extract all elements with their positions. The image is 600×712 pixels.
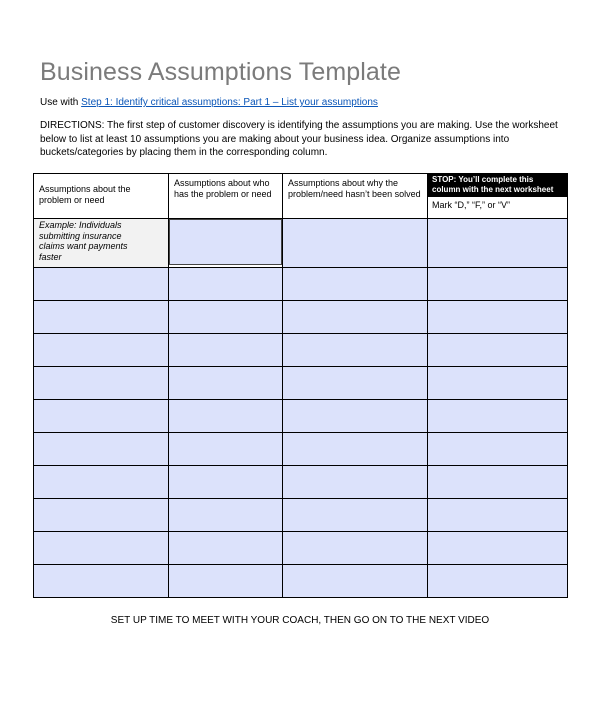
mark-instruction: Mark “D,” “F,” or “V” [432, 200, 510, 210]
table-row [34, 268, 568, 301]
input-cell[interactable] [428, 334, 568, 367]
input-cell[interactable] [169, 466, 283, 499]
input-cell[interactable] [34, 400, 169, 433]
input-cell[interactable] [428, 433, 568, 466]
input-cell[interactable] [34, 334, 169, 367]
use-with-prefix: Use with [40, 97, 82, 108]
input-cell[interactable] [34, 499, 169, 532]
input-cell[interactable] [428, 532, 568, 565]
example-row [34, 219, 568, 268]
input-cell[interactable] [283, 433, 428, 466]
input-cell[interactable] [34, 532, 169, 565]
input-cell[interactable] [283, 400, 428, 433]
input-cell[interactable] [283, 301, 428, 334]
stop-banner: STOP: You’ll complete this column with the next worksheet [428, 174, 567, 197]
input-cell[interactable] [283, 334, 428, 367]
input-cell[interactable] [283, 532, 428, 565]
header-stop-column [428, 174, 568, 219]
table-row [34, 400, 568, 433]
example-cell: Example: Individuals submitting insurance claims want payments faster [34, 219, 169, 268]
input-cell[interactable] [169, 400, 283, 433]
table-header-row [34, 174, 568, 219]
table-row [34, 466, 568, 499]
input-cell[interactable] [34, 367, 169, 400]
input-cell[interactable] [169, 367, 283, 400]
directions-text: DIRECTIONS: The first step of customer discovery is identifying the assumptions you are making. Use the worksheet below to list at least 10 assumptions you are making about your business idea. Organize assumptions into buckets/categories by placing them in the corresponding column. [40, 120, 558, 158]
input-cell[interactable] [428, 219, 568, 268]
input-cell[interactable] [34, 433, 169, 466]
header-who-has-problem: Assumptions about who has the problem or need [169, 174, 283, 219]
assumptions-table [33, 173, 568, 598]
table-row [34, 433, 568, 466]
input-cell[interactable] [428, 301, 568, 334]
input-cell[interactable] [283, 367, 428, 400]
step-1-link[interactable]: Step 1: Identify critical assumptions: Part 1 – List your assumptions [81, 97, 378, 108]
table-row [34, 565, 568, 598]
input-cell[interactable] [169, 301, 283, 334]
input-cell[interactable] [169, 565, 283, 598]
input-cell[interactable] [428, 367, 568, 400]
input-cell[interactable] [283, 219, 428, 268]
input-cell[interactable] [169, 532, 283, 565]
footer-instruction: SET UP TIME TO MEET WITH YOUR COACH, THEN GO ON TO THE NEXT VIDEO [110, 615, 490, 626]
input-cell[interactable] [283, 565, 428, 598]
input-cell[interactable] [283, 499, 428, 532]
input-cell[interactable] [34, 565, 169, 598]
input-cell[interactable] [169, 499, 283, 532]
table-row [34, 301, 568, 334]
use-with-line [40, 97, 378, 108]
input-cell[interactable] [428, 466, 568, 499]
header-problem-or-need: Assumptions about the problem or need [34, 174, 169, 219]
input-cell[interactable] [34, 466, 169, 499]
input-cell[interactable] [283, 268, 428, 301]
input-cell[interactable] [428, 565, 568, 598]
input-cell[interactable] [428, 400, 568, 433]
table-row [34, 532, 568, 565]
input-cell[interactable] [428, 268, 568, 301]
input-cell[interactable] [34, 301, 169, 334]
page-title: Business Assumptions Template [40, 58, 401, 86]
input-cell[interactable] [169, 219, 283, 268]
table-row [34, 367, 568, 400]
header-why-not-solved: Assumptions about why the problem/need hasn’t been solved [283, 174, 428, 219]
input-cell[interactable] [169, 268, 283, 301]
input-cell[interactable] [169, 433, 283, 466]
input-cell[interactable] [428, 499, 568, 532]
table-row [34, 499, 568, 532]
table-row [34, 334, 568, 367]
input-cell[interactable] [34, 268, 169, 301]
input-cell[interactable] [169, 334, 283, 367]
input-cell[interactable] [283, 466, 428, 499]
